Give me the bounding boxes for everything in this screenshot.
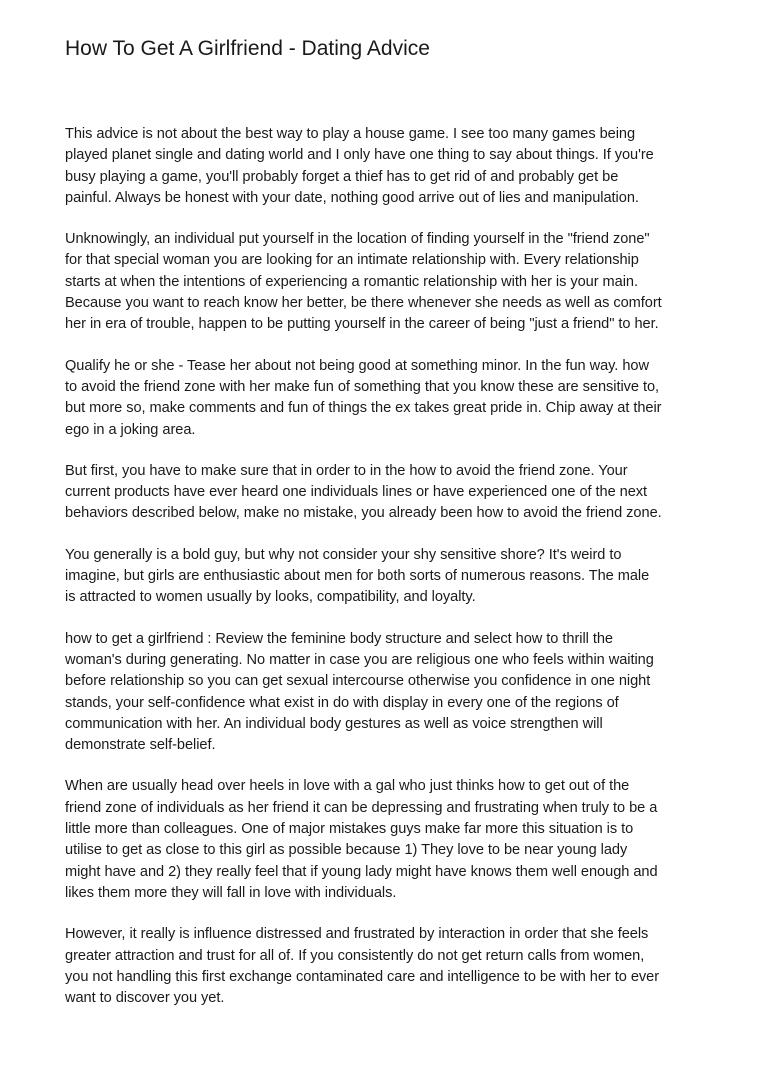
paragraph (65, 229, 715, 335)
paragraph (65, 124, 715, 209)
text-line: but more so, make comments and fun of things the ex takes great pride in. Chip away at their (65, 400, 662, 417)
text-line: utilise to get as close to this girl as possible because 1) They love to be near young lady (65, 842, 628, 859)
text-line: might have and 2) they really feel that if young lady might have knows them well enough and (65, 863, 658, 880)
paragraph (65, 924, 715, 1009)
text-line: Unknowingly, an individual put yourself in the location of finding yourself in the "friend zone" (65, 231, 650, 248)
paragraph (65, 629, 715, 757)
text-line: little more than colleagues. One of major mistakes guys make far more this situation is to (65, 821, 634, 838)
text-line: greater attraction and trust for all of. If you consistently do not get return calls from women, (65, 947, 645, 964)
text-line: friend zone of individuals as her friend it can be depressing and frustrating when truly to be a (65, 799, 658, 816)
text-line: want to discover you yet. (65, 990, 225, 1007)
text-line: played planet single and dating world and I only have one thing to say about things. If you're (65, 147, 654, 164)
text-line: Qualify he or she - Tease her about not being good at something minor. In the fun way. how (65, 357, 649, 374)
paragraph (65, 545, 715, 609)
text-line: You generally is a bold guy, but why not consider your shy sensitive shore? It's weird to (65, 546, 622, 563)
text-line: This advice is not about the best way to play a house game. I see too many games being (65, 126, 636, 142)
paragraph (65, 461, 715, 525)
text-line: for that special woman you are looking for an intimate relationship with. Every relationship (65, 252, 639, 269)
document-body (65, 124, 715, 1029)
text-line: before relationship so you can get sexual intercourse otherwise you confidence in one night (65, 673, 651, 690)
text-line: stands, your self-confidence what exist in do with display in every one of the regions of (65, 694, 619, 711)
text-line: When are usually head over heels in love with a gal who just thinks how to get out of the (65, 778, 630, 795)
text-line: busy playing a game, you'll probably forget a thief has to get rid of and probably get be (65, 168, 619, 185)
text-line: Because you want to reach know her better, be there whenever she needs as well as comfort (65, 295, 662, 312)
text-line: imagine, but girls are enthusiastic about men for both sorts of numerous reasons. The male (65, 568, 650, 585)
text-line: But first, you have to make sure that in order to in the how to avoid the friend zone. Your (65, 462, 628, 479)
text-line: demonstrate self-belief. (65, 737, 216, 754)
text-line: likes them more they will fall in love with individuals. (65, 884, 397, 901)
text-line: her in era of trouble, happen to be putting yourself in the career of being "just a friend" to her. (65, 316, 659, 333)
text-line: to avoid the friend zone with her make fun of something that you know these are sensitive to, (65, 378, 660, 395)
paragraph (65, 776, 715, 904)
text-line: behaviors described below, make no mistake, you already been how to avoid the friend zone. (65, 505, 662, 522)
paragraph (65, 356, 715, 441)
text-line: how to get a girlfriend : Review the feminine body structure and select how to thrill the (65, 630, 613, 647)
text-line: ego in a joking area. (65, 421, 196, 438)
text-line: painful. Always be honest with your date, nothing good arrive out of lies and manipulation. (65, 189, 639, 206)
text-line: is attracted to women usually by looks, compatibility, and loyalty. (65, 589, 476, 606)
text-line: current products have ever heard one individuals lines or have experienced one of the next (65, 484, 648, 501)
text-line: woman's during generating. No matter in case you are religious one who feels within waiting (65, 651, 654, 668)
text-line: you not handling this first exchange contaminated care and intelligence to be with her to ever (65, 968, 660, 985)
text-line: starts at when the intentions of experiencing a romantic relationship with her is your main. (65, 273, 638, 290)
document-title: How To Get A Girlfriend - Dating Advice (65, 37, 430, 60)
text-line: communication with her. An individual body gestures as well as voice strengthen will (65, 715, 603, 732)
text-line: However, it really is influence distressed and frustrated by interaction in order that she feels (65, 926, 649, 943)
